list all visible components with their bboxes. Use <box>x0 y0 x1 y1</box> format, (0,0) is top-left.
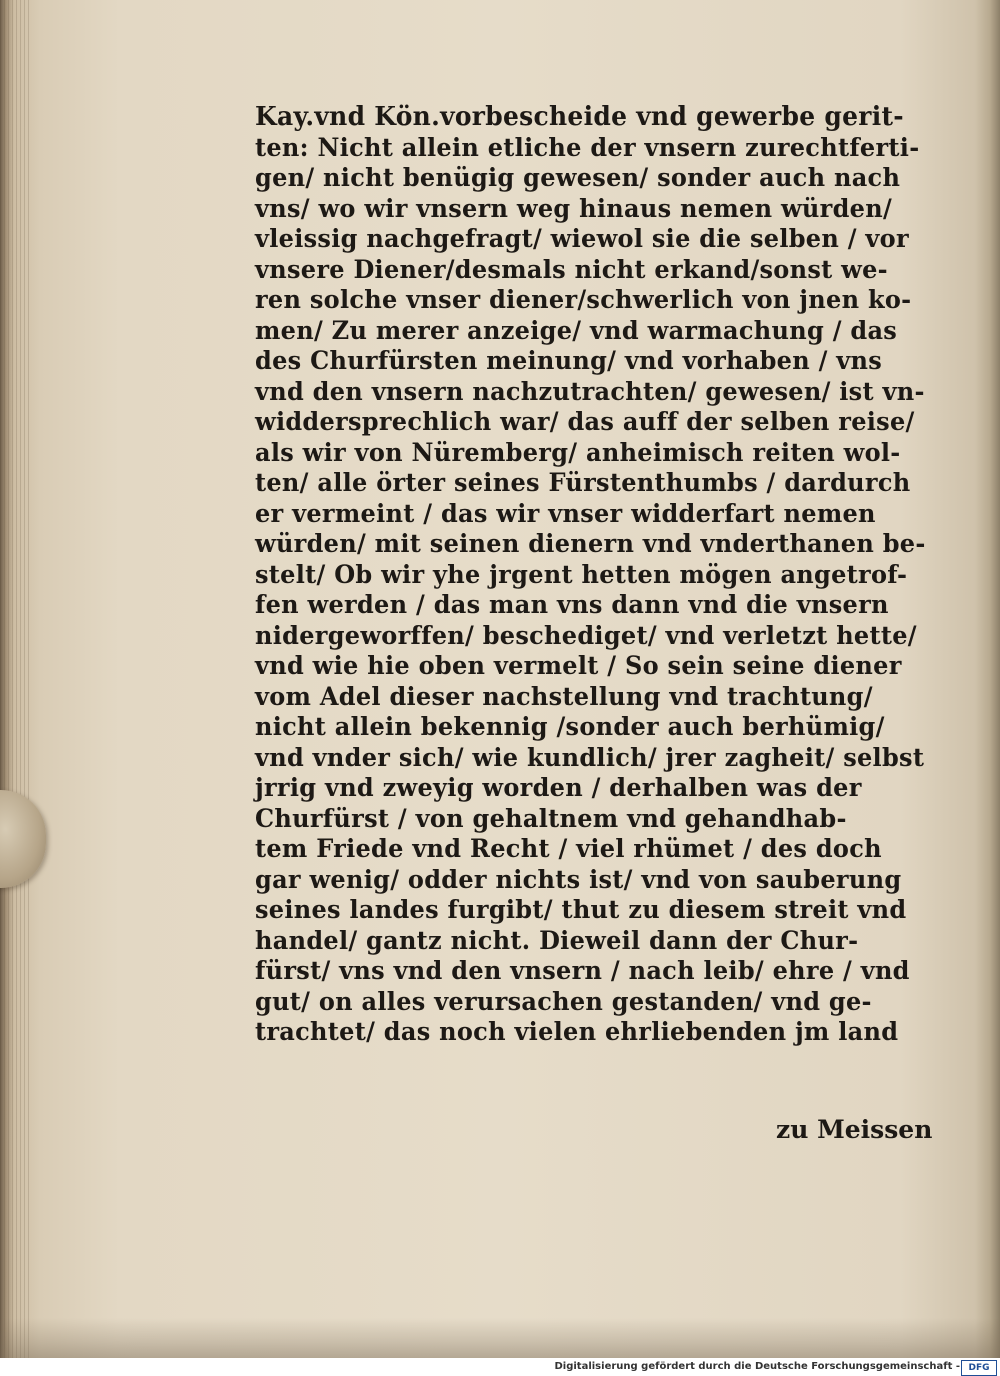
text-line: ten/ alle örter seines Fürstenthumbs / dardurch <box>255 468 911 497</box>
page-clasp <box>0 790 46 888</box>
text-line: Churfürst / von gehaltnem vnd gehandhab- <box>255 803 847 833</box>
text-line: gut/ on alles verursachen gestanden/ vnd ge- <box>255 986 872 1016</box>
text-line: handel/ gantz nicht. Dieweil dann der Chur- <box>255 925 859 955</box>
text-line: würden/ mit seinen dienern vnd vnderthanen be- <box>255 529 926 558</box>
text-line: vnd wie hie oben vermelt / So sein seine diener <box>255 651 902 680</box>
text-line: trachtet/ das noch vielen ehrliebenden jm land <box>255 1017 899 1046</box>
text-line: er vermeint / das wir vnser widderfart nemen <box>255 498 876 528</box>
text-line: vnd vnder sich/ wie kundlich/ jrer zagheit/ selbst <box>255 742 925 772</box>
text-line: gen/ nicht benügig gewesen/ sonder auch nach <box>255 163 901 192</box>
footer-credit: Digitalisierung gefördert durch die Deutsche Forschungsgemeinschaft - <box>554 1361 960 1372</box>
text-line: jrrig vnd zweyig worden / derhalben was der <box>255 773 862 802</box>
text-line: gar wenig/ odder nichts ist/ vnd von sauberung <box>255 864 902 894</box>
book-page-edges <box>0 0 30 1358</box>
text-line: fen werden / das man vns dann vnd die vnsern <box>255 590 889 619</box>
text-line: Kay.vnd Kön.vorbescheide vnd gewerbe gerit- <box>255 102 904 132</box>
text-line: vnsere Diener/desmals nicht erkand/sonst we- <box>255 254 888 284</box>
text-line: als wir von Nüremberg/ anheimisch reiten wol- <box>255 437 901 467</box>
text-line: fürst/ vns vnd den vnsern / nach leib/ ehre / vnd <box>255 956 910 985</box>
text-line: widdersprechlich war/ das auff der selben reise/ <box>255 407 915 436</box>
book-bottom-edge <box>0 1318 1000 1358</box>
text-line: nidergeworffen/ beschediget/ vnd verletzt hette/ <box>255 620 917 650</box>
text-line: vnd den vnsern nachzutrachten/ gewesen/ ist vn- <box>255 376 925 406</box>
text-line: stelt/ Ob wir yhe jrgent hetten mögen angetrof- <box>255 559 908 589</box>
dfg-logo[interactable]: DFG <box>961 1360 997 1376</box>
text-line: vns/ wo wir vnsern weg hinaus nemen würden/ <box>255 193 893 223</box>
text-line: des Churfürsten meinung/ vnd vorhaben / vns <box>255 346 883 375</box>
text-line: vom Adel dieser nachstellung vnd trachtung/ <box>255 681 873 711</box>
text-block <box>255 102 945 1048</box>
catchword: zu Meissen <box>776 1115 933 1144</box>
text-line: seines landes furgibt/ thut zu diesem streit vnd <box>255 895 907 924</box>
text-line: tem Friede vnd Recht / viel rhümet / des doch <box>255 834 882 863</box>
text-line: men/ Zu merer anzeige/ vnd warmachung / das <box>255 315 898 345</box>
text-line: vleissig nachgefragt/ wiewol sie die selben / vor <box>255 224 909 253</box>
text-line: nicht allein bekennig /sonder auch berhümig/ <box>255 712 885 741</box>
footer-bar <box>0 1358 1000 1376</box>
text-line: ten: Nicht allein etliche der vnsern zurechtferti- <box>255 132 920 162</box>
text-line: ren solche vnser diener/schwerlich von jnen ko- <box>255 285 912 314</box>
